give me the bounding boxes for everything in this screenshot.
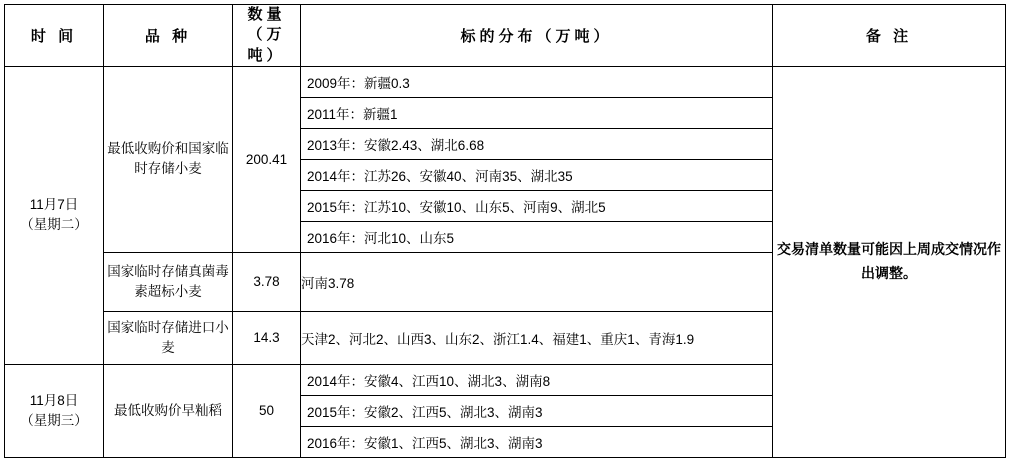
cell-distribution: 河南3.78 (301, 252, 773, 311)
cell-date-group-2 (5, 364, 104, 457)
header-distribution: 标的分布（万吨） (301, 5, 773, 67)
header-quantity-line1: 数量 (247, 6, 286, 23)
distribution-item: 2013年：安徽2.43、湖北6.68 (301, 128, 772, 159)
date-line1: 11月7日 (29, 197, 79, 212)
distribution-item: 2015年：江苏10、安徽10、山东5、河南9、湖北5 (301, 190, 772, 221)
cell-quantity: 200.41 (233, 66, 301, 252)
distribution-list (301, 365, 772, 457)
distribution-item: 2015年：安徽2、江西5、湖北3、湖南3 (301, 395, 772, 426)
date-line2: （星期三） (20, 412, 88, 428)
cell-date-group-1 (5, 66, 104, 364)
distribution-item: 2014年：安徽4、江西10、湖北3、湖南8 (301, 365, 772, 396)
table-header-row (5, 5, 1006, 67)
date-line1: 11月8日 (29, 392, 79, 408)
header-quantity-line2: （万吨） (247, 26, 286, 64)
cell-distribution (301, 364, 773, 457)
header-quantity (233, 5, 301, 67)
header-remark: 备 注 (773, 5, 1006, 67)
distribution-item: 2009年：新疆0.3 (301, 67, 772, 98)
date-line2: （星期二） (20, 217, 88, 233)
auction-schedule-table (4, 4, 1006, 458)
distribution-item: 2011年：新疆1 (301, 97, 772, 128)
distribution-item: 2014年：江苏26、安徽40、河南35、湖北35 (301, 159, 772, 190)
cell-variety: 最低收购价早籼稻 (104, 364, 233, 457)
cell-distribution (301, 66, 773, 252)
distribution-item: 2016年：安徽1、江西5、湖北3、湖南3 (307, 435, 543, 451)
cell-quantity: 14.3 (233, 311, 301, 364)
cell-variety: 国家临时存储真菌毒素超标小麦 (104, 252, 233, 311)
cell-distribution: 天津2、河北2、山西3、山东2、浙江1.4、福建1、重庆1、青海1.9 (301, 311, 773, 364)
header-time: 时 间 (5, 5, 104, 67)
distribution-list (301, 67, 772, 252)
cell-variety: 国家临时存储进口小麦 (104, 311, 233, 364)
cell-quantity: 50 (233, 364, 301, 457)
document-page (0, 4, 1009, 451)
cell-remark: 交易清单数量可能因上周成交情况作出调整。 (773, 66, 1006, 457)
distribution-item: 2016年：河北10、山东5 (307, 230, 455, 246)
header-variety: 品 种 (104, 5, 233, 67)
cell-variety: 最低收购价和国家临时存储小麦 (104, 66, 233, 252)
table-row (5, 66, 1006, 252)
cell-quantity: 3.78 (233, 252, 301, 311)
